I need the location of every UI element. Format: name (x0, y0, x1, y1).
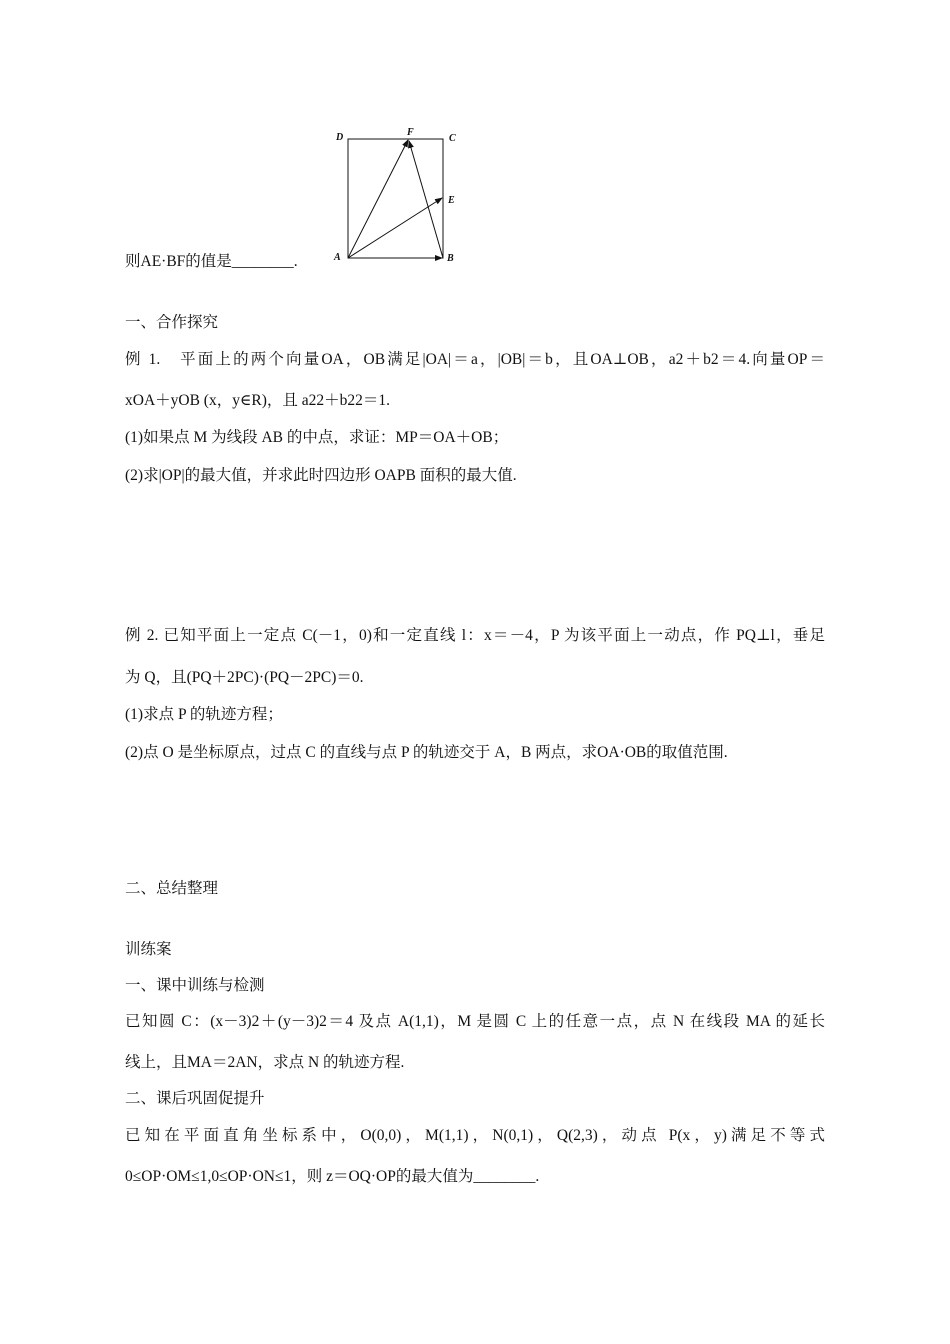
label-c: C (449, 133, 456, 144)
label-a: A (334, 252, 341, 263)
rectangle-abcd (348, 139, 443, 258)
circle-problem-stem-cont: 线上，且MA＝2AN，求点 N 的轨迹方程. (125, 1054, 405, 1071)
section-after-class: 二、课后巩固促提升 (125, 1090, 265, 1107)
example-1-part-2: (2)求|OP|的最大值，并求此时四边形 OAPB 面积的最大值. (125, 467, 517, 484)
vector-bf (409, 141, 443, 258)
example-2-part-1: (1)求点 P 的轨迹方程； (125, 706, 283, 723)
question-ae-bf: 则AE·BF的值是________. (125, 253, 298, 270)
section-in-class-check: 一、课中训练与检测 (125, 977, 265, 994)
example-1-stem-cont: xOA＋yOB (x，y∈R)，且 a22＋b22＝1. (125, 392, 391, 409)
circle-problem-stem: 已知圆 C：(x－3)2＋(y－3)2＝4 及点 A(1,1)，M 是圆 C 上的任意一点，点 N 在线段 MA 的延长 (125, 1013, 825, 1030)
section-summary: 二、总结整理 (125, 880, 219, 897)
example-2-part-2: (2)点 O 是坐标原点，过点 C 的直线与点 P 的轨迹交于 A，B 两点，求OA·OB的取值范围. (125, 744, 728, 761)
coordinate-problem-stem-cont: 0≤OP·OM≤1,0≤OP·ON≤1，则 z＝OQ·OP的最大值为________. (125, 1168, 540, 1185)
label-e: E (448, 195, 455, 206)
rectangle-figure (325, 122, 465, 267)
example-2-stem: 例 2. 已知平面上一定点 C(－1，0)和一定直线 l：x＝－4，P 为该平面上一动点，作 PQ⊥l，垂足 (125, 627, 825, 644)
section-training: 训练案 (125, 941, 172, 958)
example-1-part-1: (1)如果点 M 为线段 AB 的中点，求证：MP＝OA＋OB； (125, 429, 509, 446)
section-cooperative-inquiry: 一、合作探究 (125, 314, 219, 331)
vector-af (348, 140, 408, 258)
label-b: B (447, 253, 454, 264)
coordinate-problem-stem: 已知在平面直角坐标系中，O(0,0)，M(1,1)，N(0,1)，Q(2,3)，动点 P(x，y)满足不等式 (125, 1127, 825, 1144)
label-f: F (407, 127, 414, 138)
example-2-stem-cont: 为 Q，且(PQ＋2PC)·(PQ－2PC)＝0. (125, 669, 364, 686)
label-d: D (336, 132, 344, 143)
example-1-stem: 例 1. 平面上的两个向量OA，OB满足|OA|＝a，|OB|＝b，且OA⊥OB，a2＋b2＝4.向量OP＝ (125, 351, 825, 368)
